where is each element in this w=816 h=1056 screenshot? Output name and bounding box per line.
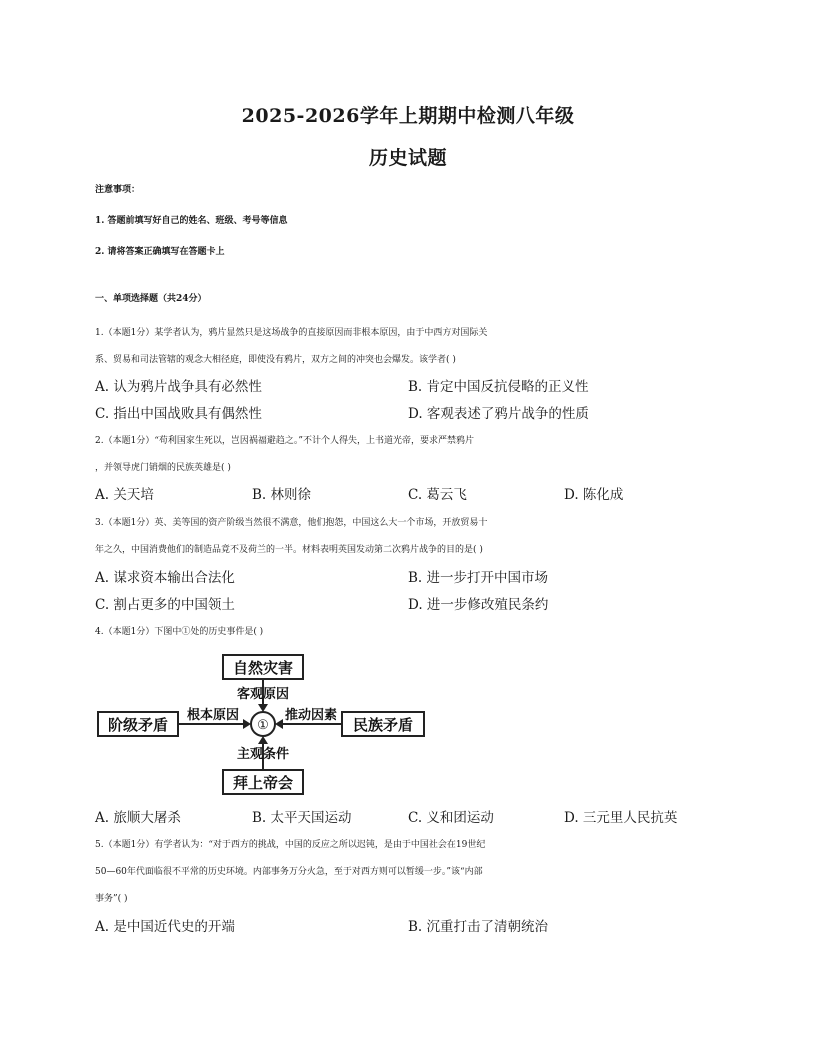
question-1-option-b: B. 肯定中国反抗侵略的正义性 [408,379,589,395]
question-4-option-c: C. 义和团运动 [408,810,494,826]
question-2-option-a: A. 关天培 [95,487,154,503]
question-1-option-a: A. 认为鸦片战争具有必然性 [95,379,262,395]
exam-title: 2025-2026学年上期期中检测八年级 [241,105,575,127]
notes-heading: 注意事项： [95,185,141,195]
left-label: 根本原因 [186,708,240,723]
left-box-text: 阶级矛盾 [107,716,169,734]
question-2-option-d: D. 陈化成 [564,487,624,503]
center-text: ① [257,718,269,733]
question-3-line-1: 3.（本题1分）英、美等国的资产阶级当然很不满意，他们抱怨，中国这么大一个市场，开放贸易十 [95,518,488,528]
question-3-line-2: 年之久，中国消费他们的制造品竟不及荷兰的一半。材料表明英国发动第二次鸦片战争的目的是( ) [95,545,483,555]
question-1-option-c: C. 指出中国战败具有偶然性 [95,406,262,422]
arrow-down-icon [258,704,268,712]
top-box-text: 自然灾害 [232,659,294,677]
arrow-right-icon [243,719,251,729]
question-5-option-a: A. 是中国近代史的开端 [95,919,235,935]
question-2-line-1: 2.（本题1分）“苟利国家生死以，岂因祸福避趋之。”不计个人得失，上书道光帝，要求严禁鸦片 [95,436,475,446]
question-3-option-b: B. 进一步打开中国市场 [408,570,549,586]
question-5-line-2: 50—60年代面临很不平常的历史环境。内部事务万分火急，至于对西方则可以暂缓一步。”该“内部 [95,867,483,877]
question-2-line-2: ，并领导虎门销烟的民族英雄是( ) [95,463,231,473]
question-2-option-c: C. 葛云飞 [408,487,467,503]
question-3-option-d: D. 进一步修改殖民条约 [408,597,549,613]
question-5-line-1: 5.（本题1分）有学者认为：“对于西方的挑战，中国的反应之所以迟钝，是由于中国社会在19世纪 [95,840,486,850]
top-label: 客观原因 [236,687,290,702]
question-3-option-c: C. 割占更多的中国领土 [95,597,235,613]
question-4-line-1: 4.（本题1分）下图中①处的历史事件是( ) [95,627,264,637]
question-2-option-b: B. 林则徐 [252,487,312,503]
question-1-option-d: D. 客观表述了鸦片战争的性质 [408,406,589,422]
question-1-line-2: 系、贸易和司法管辖的观念大相径庭，即使没有鸦片，双方之间的冲突也会爆发。该学者( ) [95,355,456,365]
exam-subtitle: 历史试题 [368,147,447,169]
arrow-up-icon [258,736,268,744]
question-1-line-1: 1.（本题1分）某学者认为，鸦片显然只是这场战争的直接原因而非根本原因，由于中西方对国际关 [95,328,488,338]
question-4-option-b: B. 太平天国运动 [252,810,352,826]
question-5-line-3: 事务”( ) [95,894,128,904]
arrow-left-icon [275,719,283,729]
right-box-text: 民族矛盾 [352,716,414,734]
question-3-option-a: A. 谋求资本输出合法化 [95,570,235,586]
taiping-cause-diagram [96,652,426,804]
notes-item-1: 1. 答题前填写好自己的姓名、班级、考号等信息 [95,216,288,226]
notes-item-2: 2. 请将答案正确填写在答题卡上 [95,247,225,257]
question-4-option-d: D. 三元里人民抗英 [564,810,678,826]
question-4-option-a: A. 旅顺大屠杀 [95,810,181,826]
section-heading: 一、单项选择题（共24分） [95,294,207,304]
bottom-box-text: 拜上帝会 [232,774,294,792]
question-5-option-b: B. 沉重打击了清朝统治 [408,919,549,935]
bottom-label: 主观条件 [236,747,290,762]
right-label: 推动因素 [284,708,338,723]
